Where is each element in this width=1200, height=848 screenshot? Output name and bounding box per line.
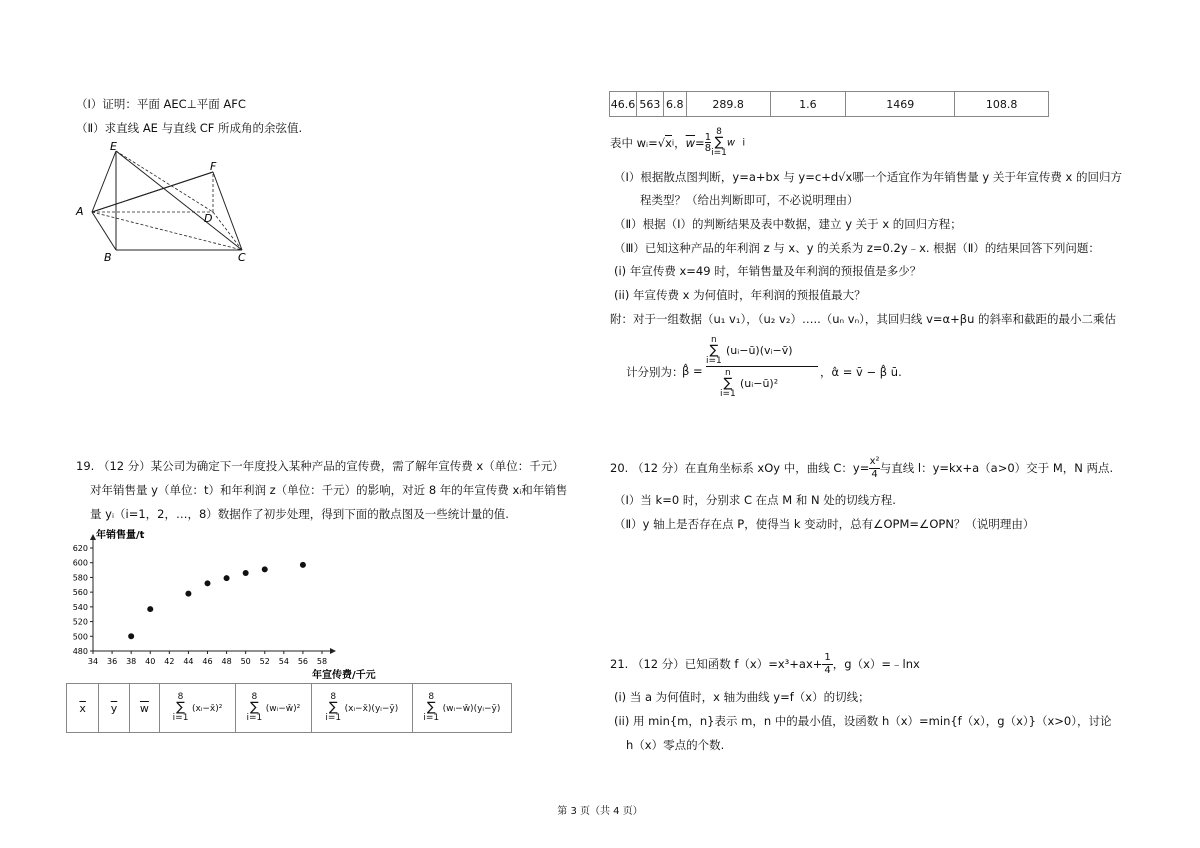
x-axis-label: 年宣传费/千元 [312,670,376,681]
page-footer: 第 3 页（共 4 页） [557,806,643,817]
scatter-point [262,566,268,572]
y-tick-label: 580 [72,573,88,583]
y-tick-label: 560 [72,588,88,598]
x-tick-label: 46 [202,657,213,666]
y-axis-label: 年销售量/t [96,530,145,541]
scatter-point [205,580,211,586]
scatter-point [147,606,153,612]
q19-part1-a: （Ⅰ）根据散点图判断，y=a+bx 与 y=c+d√x哪一个适宜作为年销售量 y 关于年宣传费 x 的回归方 [614,170,1122,184]
col-sum-xy: 8 ∑ i=1 (xᵢ−x̄)(yᵢ−ȳ) [311,684,412,733]
scatter-point [128,633,134,639]
x-axis-arrow [330,648,336,654]
geometry-figure [70,140,260,265]
label-f: F [210,160,217,173]
stats-values-table [609,91,1049,117]
q18-part2: （Ⅱ）求直线 AE 与直线 CF 所成角的余弦值. [76,121,303,135]
col-sum-x-sq: 8 ∑ i=1 (xᵢ−x̄)² [160,684,236,733]
formula-prefix: 计分别为： [626,365,684,379]
alpha-hat: ，α̂ = v̄ − β̂ ū. [820,365,902,379]
q21-sub-ii-b: h（x）零点的个数. [626,738,725,752]
q19-part2: （Ⅱ）根据（Ⅰ）的判断结果及表中数据，建立 y 关于 x 的回归方程； [614,217,962,231]
label-a: A [76,205,84,218]
x-tick-label: 44 [183,657,194,666]
table-note: 表中 wᵢ=√xi，$\overline{w}=\frac{1}{8} 8$ ∑ i=1w i [610,127,746,158]
scatter-point [185,591,191,597]
stat-sum-x-sq: 289.8 [686,92,770,117]
beta-fraction: n ∑ i=1 (uᵢ−ū)(vᵢ−v̄) n ∑ i=1 (uᵢ−ū)² [706,336,818,401]
q21-line1: 21. （12 分）已知函数 $f(x)=x^3+ax+\frac{1}{4}$，g（x）=﹣lnx [610,652,920,676]
stat-y-bar: 563 [636,92,663,117]
label-d: D [204,212,213,225]
stat-x-bar: 46.6 [610,92,637,117]
q19-sub-i: (i) 年宣传费 x=49 时，年销售量及年利润的预报值是多少？ [614,264,922,278]
q21-sub-i: (i) 当 a 为何值时，x 轴为曲线 y=f（x）的切线； [614,690,870,704]
beta-hat: β̂ = [682,364,703,378]
x-tick-label: 34 [87,657,99,666]
col-y-bar: $\overline{y}$ [99,684,129,733]
col-x-bar: $\overline{x}$ [67,684,99,733]
label-c: C [238,251,246,264]
q19-line2: 对年销售量 y（单位：t）和年利润 z（单位：千元）的影响，对近 8 年的年宣传费 xᵢ和年销售 [90,483,568,497]
label-e: E [110,140,117,153]
x-tick-label: 54 [278,657,289,666]
x-tick-label: 56 [297,657,309,666]
x-tick-label: 36 [106,657,118,666]
stats-header-table [66,683,512,733]
stat-w-bar: 6.8 [663,92,686,117]
y-tick-label: 600 [72,558,88,568]
x-tick-label: 42 [164,657,175,666]
stat-sum-xy: 1469 [846,92,955,117]
q19-part1-b: 程类型？（给出判断即可，不必说明理由） [640,193,859,207]
col-sum-w-sq: 8 ∑ i=1 (wᵢ−w̄)² [235,684,311,733]
scatter-point [300,562,306,568]
y-tick-label: 500 [72,632,88,642]
col-sum-wy: 8 ∑ i=1 (wᵢ−w̄)(yᵢ−ȳ) [412,684,511,733]
x-tick-label: 52 [259,657,270,666]
q19-line3: 量 yᵢ（i=1，2，…，8）数据作了初步处理，得到下面的散点图及一些统计量的值. [90,507,509,521]
q21-sub-ii: (ii) 用 min{m，n}表示 m，n 中的最小值，设函数 h（x）=min{f（x），g（x）}（x>0），讨论 [614,714,1112,728]
y-tick-label: 540 [72,602,88,612]
scatter-point [224,575,230,581]
appendix-text: 附：对于一组数据（u₁ v₁），（u₂ v₂）…..（uₙ vₙ），其回归线 v=α+βu 的斜率和截距的最小二乘估 [610,312,1117,326]
stat-sum-w-sq: 1.6 [770,92,846,117]
q19-sub-ii: (ii) 年宣传费 x 为何值时，年利润的预报值最大？ [614,288,866,302]
q19-part3: （Ⅲ）已知这种产品的年利润 z 与 x、y 的关系为 z=0.2y﹣x. 根据（Ⅱ）的结果回答下列问题： [614,241,1100,255]
q20-line1: 20. （12 分）在直角坐标系 xOy 中，曲线 C：$y=\frac{\text{x²}}{4}$与直线 l：y=kx+a（a>0）交于 M，N 两点. [610,456,1114,480]
x-tick-label: 58 [316,657,328,666]
y-tick-label: 480 [72,647,88,656]
scatter-plot [66,526,376,682]
q18-part1: （Ⅰ）证明：平面 AEC⊥平面 AFC [76,97,246,111]
x-tick-label: 40 [145,657,156,666]
regression-formula [626,336,926,408]
col-w-bar: $\overline{w}$ [129,684,159,733]
q19-line1: 19. （12 分）某公司为确定下一年度投入某种产品的宣传费，需了解年宣传费 x（单位：千元） [76,459,564,473]
x-tick-label: 50 [240,657,251,666]
y-tick-label: 520 [72,617,88,627]
label-b: B [104,251,112,264]
stat-sum-wy: 108.8 [955,92,1049,117]
q20-part2: （Ⅱ）y 轴上是否存在点 P，使得当 k 变动时，总有∠OPM=∠OPN？（说明理由） [614,517,1035,531]
y-tick-label: 620 [72,544,88,553]
scatter-point [243,570,249,576]
q20-part1: （Ⅰ）当 k=0 时，分别求 C 在点 M 和 N 处的切线方程. [614,493,896,507]
x-tick-label: 48 [221,657,232,666]
x-tick-label: 38 [126,657,137,666]
